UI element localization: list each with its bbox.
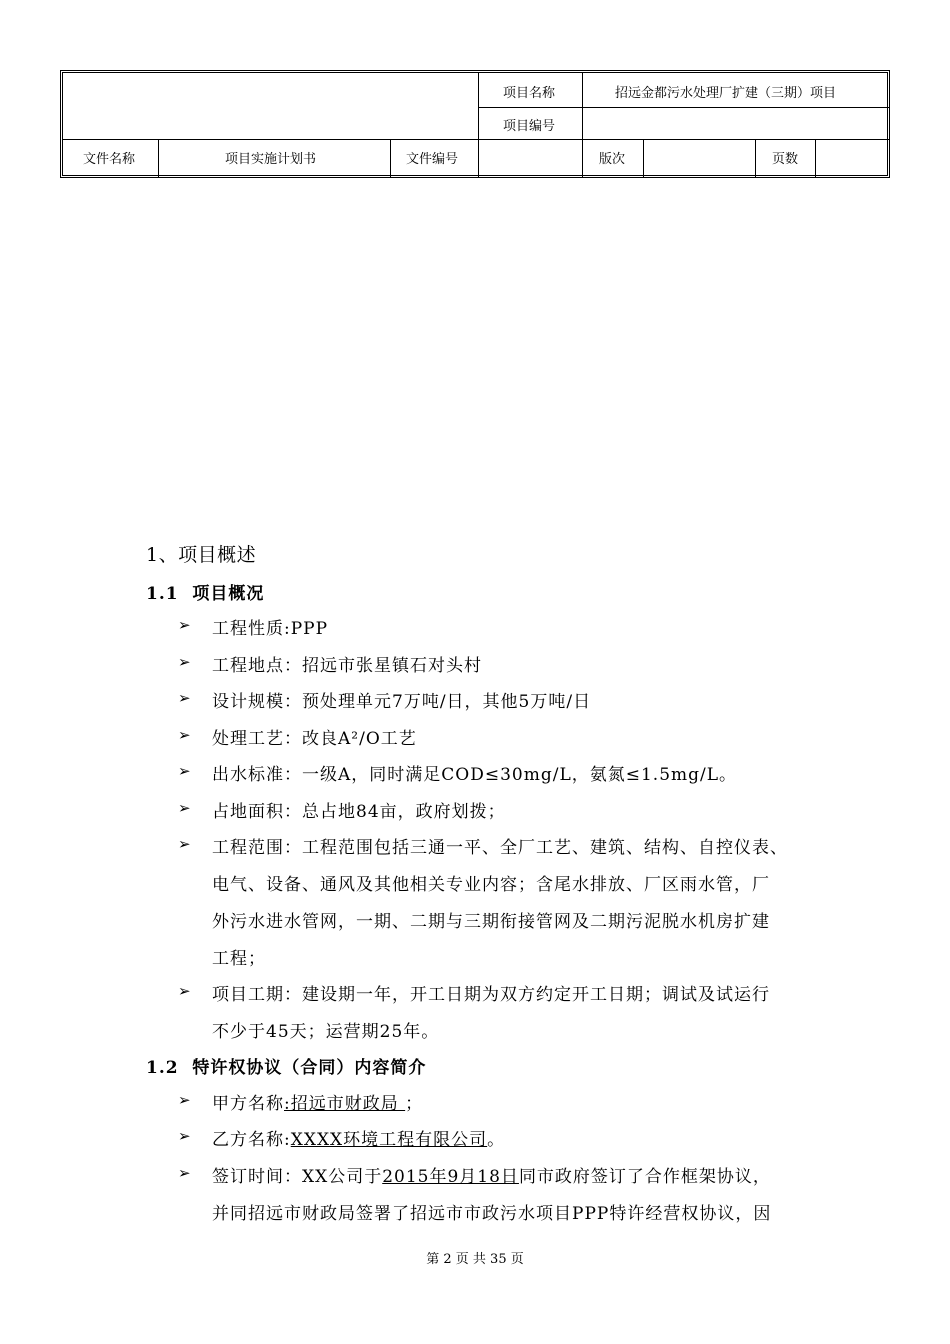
header-col-divider: [643, 139, 644, 178]
file-name-label: 文件名称: [83, 152, 136, 167]
project-name-value: 招远金都污水处理厂扩建（三期）项目: [615, 86, 837, 101]
sign-suffix: 同市政府签订了合作框架协议，: [518, 1167, 771, 1187]
bullet-icon: ➢: [178, 982, 191, 1000]
item-scope-line: 电气、设备、通风及其他相关专业内容；含尾水排放、厂区雨水管，厂: [212, 875, 770, 895]
party-a-line: [212, 1089, 423, 1114]
party-b-value: XXXX环境工程有限公司: [290, 1130, 488, 1150]
header-col-divider: [755, 139, 756, 178]
sign-time-line-2: 并同招远市财政局签署了招远市市政污水项目PPP特许经营权协议，因: [212, 1204, 772, 1224]
pages-label: 页数: [772, 152, 799, 167]
item-nature: 工程性质:PPP: [212, 619, 329, 639]
party-a-value: :招远市财政局: [284, 1094, 406, 1114]
bullet-icon: ➢: [178, 726, 191, 744]
bullet-icon: ➢: [178, 1164, 191, 1182]
party-a-end: ；: [405, 1094, 424, 1114]
item-scope-line: 外污水进水管网，一期、二期与三期衔接管网及二期污泥脱水机房扩建: [212, 912, 770, 932]
item-effluent-standard: 出水标准：一级A，同时满足COD≤30mg/L，氨氮≤1.5mg/L。: [212, 765, 738, 785]
party-b-end: 。: [487, 1130, 506, 1150]
page-footer: 第 2 页 共 35 页: [426, 1252, 524, 1267]
section-1-heading: 1、项目概述: [146, 544, 257, 566]
project-name-label: 项目名称: [503, 86, 556, 101]
section-1-1-heading: 1.1 项目概况: [146, 584, 265, 604]
bullet-icon: ➢: [178, 762, 191, 780]
section-1-2-heading: 1.2 特许权协议（合同）内容简介: [146, 1058, 427, 1078]
header-col-divider: [582, 73, 583, 178]
item-duration-line: 项目工期：建设期一年，开工日期为双方约定开工日期；调试及试运行: [212, 985, 770, 1005]
party-b-label: 乙方名称:: [212, 1130, 291, 1150]
sign-prefix: 签订时间：XX公司于: [212, 1167, 383, 1187]
item-duration-line: 不少于45天；运营期25年。: [212, 1022, 440, 1042]
header-col-divider: [158, 139, 159, 178]
party-b-line: [212, 1125, 505, 1150]
bullet-icon: ➢: [178, 689, 191, 707]
bullet-icon: ➢: [178, 799, 191, 817]
file-no-label: 文件编号: [406, 152, 459, 167]
header-row-divider: [63, 139, 890, 140]
sign-date: 2015年9月18日: [382, 1167, 519, 1187]
item-scale: 设计规模：预处理单元7万吨/日，其他5万吨/日: [212, 692, 592, 712]
bullet-icon: ➢: [178, 616, 191, 634]
party-a-label: 甲方名称: [212, 1094, 284, 1114]
item-location: 工程地点：招远市张星镇石对头村: [212, 656, 482, 676]
document-header-table: [60, 70, 890, 178]
header-row-divider: [478, 107, 890, 108]
header-col-divider: [390, 139, 391, 178]
header-col-divider: [815, 139, 816, 178]
item-process: 处理工艺：改良A²/O工艺: [212, 729, 417, 749]
file-name-value: 项目实施计划书: [225, 152, 317, 167]
item-scope-line: 工程范围：工程范围包括三通一平、全厂工艺、建筑、结构、自控仪表、: [212, 838, 788, 858]
bullet-icon: ➢: [178, 835, 191, 853]
bullet-icon: ➢: [178, 653, 191, 671]
version-label: 版次: [599, 152, 626, 167]
project-no-label: 项目编号: [503, 119, 556, 134]
item-scope-line: 工程；: [212, 949, 266, 969]
item-land-area: 占地面积：总占地84亩，政府划拨；: [212, 802, 506, 822]
sign-time-line: [212, 1162, 771, 1187]
bullet-icon: ➢: [178, 1091, 191, 1109]
header-col-divider: [478, 73, 479, 178]
bullet-icon: ➢: [178, 1127, 191, 1145]
